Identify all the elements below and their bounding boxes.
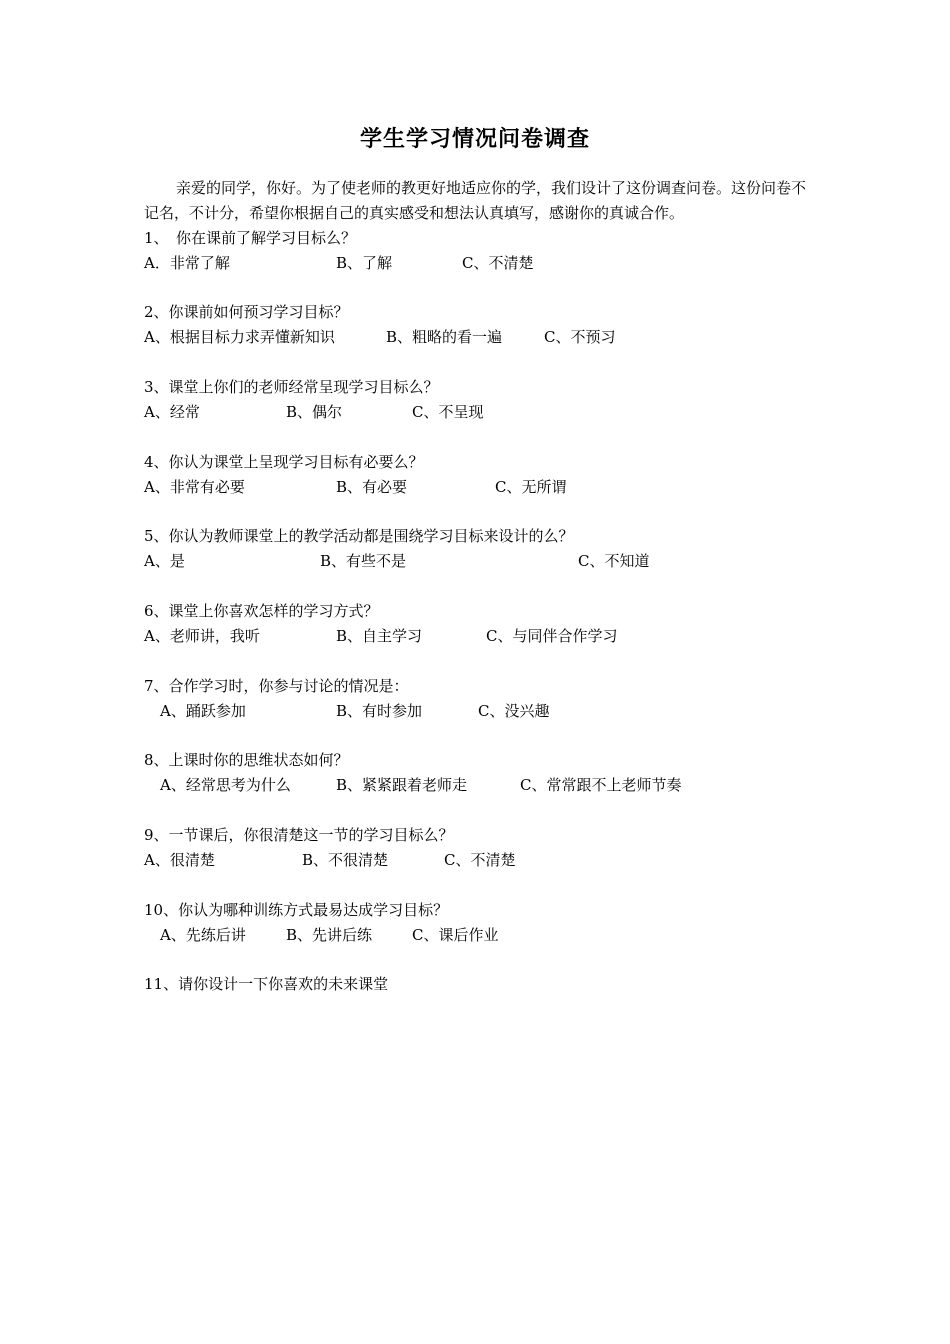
question-4	[144, 450, 844, 500]
question-1	[144, 226, 844, 276]
option-b: B、自主学习	[336, 627, 423, 645]
question-text: 10、你认为哪种训练方式最易达成学习目标？	[144, 901, 449, 919]
options-row	[144, 773, 844, 798]
question-text: 8、上课时你的思维状态如何？	[144, 751, 349, 769]
options-row	[144, 325, 844, 350]
option-c: C、与同伴合作学习	[486, 627, 618, 645]
question-8	[144, 748, 844, 798]
option-c: C、无所谓	[495, 478, 567, 496]
option-a: A、经常	[144, 403, 200, 421]
option-b: B、了解	[336, 254, 393, 272]
option-c: C、不知道	[578, 552, 650, 570]
option-c: C、没兴趣	[478, 702, 550, 720]
options-row	[144, 923, 844, 948]
options-row	[144, 400, 844, 425]
question-text: 11、请你设计一下你喜欢的未来课堂	[144, 975, 389, 993]
question-7	[144, 674, 844, 724]
options-row	[144, 251, 844, 276]
option-a: A、是	[144, 552, 185, 570]
option-a: A、踊跃参加	[160, 702, 246, 720]
option-c: C、课后作业	[412, 926, 499, 944]
option-c: C、不清楚	[462, 254, 534, 272]
question-text: 5、你认为教师课堂上的教学活动都是围绕学习目标来设计的么？	[144, 527, 574, 545]
option-a: A、先练后讲	[160, 926, 246, 944]
option-b: B、有时参加	[336, 702, 423, 720]
question-2	[144, 300, 844, 350]
question-10	[144, 898, 844, 948]
question-text: 4、你认为课堂上呈现学习目标有必要么？	[144, 453, 424, 471]
question-text: 6、课堂上你喜欢怎样的学习方式？	[144, 602, 379, 620]
question-11	[144, 972, 844, 997]
option-a: A、经常思考为什么	[160, 776, 291, 794]
options-row	[144, 848, 844, 873]
option-b: B、紧紧跟着老师走	[336, 776, 468, 794]
option-c: C、不清楚	[444, 851, 516, 869]
question-text: 7、合作学习时，你参与讨论的情况是：	[144, 677, 409, 695]
question-5	[144, 524, 844, 574]
option-b: B、偶尔	[286, 403, 343, 421]
option-a: A、根据目标力求弄懂新知识	[144, 328, 335, 346]
option-c: C、常常跟不上老师节奏	[520, 776, 682, 794]
question-3	[144, 375, 844, 425]
question-6	[144, 599, 844, 649]
intro-paragraph: 亲爱的同学，你好。为了使老师的教更好地适应你的学，我们设计了这份调查问卷。这份问卷不记名，不计分，希望你根据自己的真实感受和想法认真填写，感谢你的真诚合作。	[144, 179, 807, 222]
option-a: A、非常有必要	[144, 478, 245, 496]
option-c: C、不预习	[544, 328, 616, 346]
question-text: 9、一节课后，你很清楚这一节的学习目标么？	[144, 826, 454, 844]
options-row	[144, 699, 844, 724]
options-row	[144, 475, 844, 500]
option-c: C、不呈现	[412, 403, 484, 421]
question-9	[144, 823, 844, 873]
option-b: B、先讲后练	[286, 926, 373, 944]
option-a: A．非常了解	[144, 254, 230, 272]
question-text: 1、 你在课前了解学习目标么？	[144, 229, 357, 247]
option-a: A、老师讲，我听	[144, 627, 260, 645]
options-row	[144, 624, 844, 649]
option-b: B、粗略的看一遍	[386, 328, 503, 346]
question-text: 2、你课前如何预习学习目标？	[144, 303, 349, 321]
option-a: A、很清楚	[144, 851, 215, 869]
option-b: B、有必要	[336, 478, 408, 496]
document-title: 学生学习情况问卷调查	[359, 126, 590, 152]
question-text: 3、课堂上你们的老师经常呈现学习目标么？	[144, 378, 439, 396]
option-b: B、不很清楚	[302, 851, 389, 869]
options-row	[144, 549, 844, 574]
option-b: B、有些不是	[320, 552, 407, 570]
